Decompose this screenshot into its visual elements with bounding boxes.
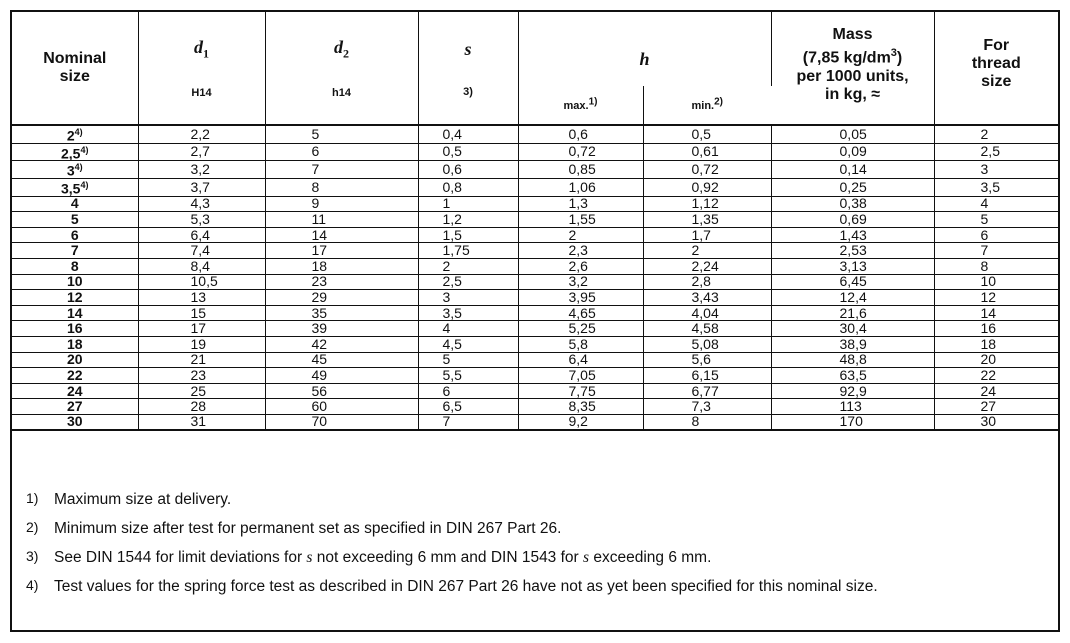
cell-thread: 3 bbox=[934, 161, 1058, 179]
cell-thread: 7 bbox=[934, 243, 1058, 259]
header-h-min-label bbox=[691, 96, 724, 112]
cell-thread: 18 bbox=[934, 336, 1058, 352]
cell-nominal-size bbox=[12, 212, 138, 228]
cell-hmin: 5,08 bbox=[643, 336, 771, 352]
table-row bbox=[12, 259, 1058, 275]
cell-s: 0,4 bbox=[418, 125, 518, 143]
table-row bbox=[12, 212, 1058, 228]
header-s bbox=[418, 12, 518, 125]
cell-mass: 48,8 bbox=[771, 352, 934, 368]
cell-thread: 14 bbox=[934, 305, 1058, 321]
cell-hmin: 8 bbox=[643, 414, 771, 430]
table-row bbox=[12, 336, 1058, 352]
cell-hmax: 1,06 bbox=[518, 178, 643, 196]
cell-thread: 10 bbox=[934, 274, 1058, 290]
header-mass-line4: in kg, ≈ bbox=[825, 85, 881, 103]
cell-thread: 20 bbox=[934, 352, 1058, 368]
cell-d1: 23 bbox=[138, 368, 265, 384]
footnote-item bbox=[26, 490, 1046, 509]
header-mass-line2 bbox=[772, 44, 934, 67]
nominal-size-value: 3 bbox=[66, 162, 75, 179]
document-frame bbox=[10, 10, 1060, 632]
table-body bbox=[12, 125, 1058, 430]
header-thread-line2: thread bbox=[971, 55, 1021, 72]
cell-thread: 22 bbox=[934, 368, 1058, 384]
cell-nominal-size bbox=[12, 161, 138, 179]
cell-mass: 30,4 bbox=[771, 321, 934, 337]
cell-hmin: 0,72 bbox=[643, 161, 771, 179]
header-h-min bbox=[643, 86, 771, 125]
cell-d1: 10,5 bbox=[138, 274, 265, 290]
cell-hmax: 6,4 bbox=[518, 352, 643, 368]
cell-thread: 6 bbox=[934, 227, 1058, 243]
header-d1-tolerance: H14 bbox=[191, 87, 212, 100]
cell-hmin: 2 bbox=[643, 243, 771, 259]
cell-d1: 2,2 bbox=[138, 125, 265, 143]
cell-hmin: 0,61 bbox=[643, 143, 771, 161]
table-row bbox=[12, 414, 1058, 430]
nominal-size-value: 10 bbox=[66, 273, 83, 290]
nominal-size-value: 30 bbox=[66, 413, 83, 430]
cell-s: 3 bbox=[418, 290, 518, 306]
cell-s: 0,5 bbox=[418, 143, 518, 161]
header-d1-sub: 1 bbox=[203, 46, 209, 61]
cell-d2: 8 bbox=[265, 178, 418, 196]
cell-hmin: 1,7 bbox=[643, 227, 771, 243]
cell-s: 6 bbox=[418, 383, 518, 399]
cell-nominal-size bbox=[12, 352, 138, 368]
cell-d2: 5 bbox=[265, 125, 418, 143]
table-row bbox=[12, 161, 1058, 179]
cell-mass: 2,53 bbox=[771, 243, 934, 259]
cell-d1: 6,4 bbox=[138, 227, 265, 243]
table-row bbox=[12, 178, 1058, 196]
nominal-size-footnote: 4) bbox=[74, 127, 83, 137]
cell-d1: 8,4 bbox=[138, 259, 265, 275]
header-mass-line3: per 1000 units, bbox=[796, 67, 909, 85]
cell-nominal-size bbox=[12, 274, 138, 290]
cell-hmax: 0,6 bbox=[518, 125, 643, 143]
cell-d2: 60 bbox=[265, 399, 418, 415]
cell-mass: 63,5 bbox=[771, 368, 934, 384]
footnote-text: Minimum size after test for permanent set as specified in DIN 267 Part 26. bbox=[54, 520, 562, 537]
cell-thread: 27 bbox=[934, 399, 1058, 415]
footnote-number: 2) bbox=[26, 519, 39, 535]
cell-hmax: 9,2 bbox=[518, 414, 643, 430]
cell-thread: 12 bbox=[934, 290, 1058, 306]
cell-s: 4 bbox=[418, 321, 518, 337]
header-mass-paren: ) bbox=[896, 49, 903, 67]
cell-nominal-size bbox=[12, 178, 138, 196]
cell-s: 1,5 bbox=[418, 227, 518, 243]
cell-hmin: 0,92 bbox=[643, 178, 771, 196]
cell-thread: 5 bbox=[934, 212, 1058, 228]
cell-hmax: 8,35 bbox=[518, 399, 643, 415]
cell-mass: 12,4 bbox=[771, 290, 934, 306]
cell-mass: 6,45 bbox=[771, 274, 934, 290]
cell-d1: 7,4 bbox=[138, 243, 265, 259]
cell-thread: 30 bbox=[934, 414, 1058, 430]
cell-nominal-size bbox=[12, 125, 138, 143]
cell-hmin: 2,24 bbox=[643, 259, 771, 275]
header-mass-exp: 3 bbox=[890, 47, 897, 60]
nominal-size-value: 20 bbox=[66, 351, 83, 368]
cell-s: 3,5 bbox=[418, 305, 518, 321]
footnote-text: not exceeding 6 mm and DIN 1543 for bbox=[312, 549, 584, 566]
table-row bbox=[12, 196, 1058, 212]
cell-d2: 42 bbox=[265, 336, 418, 352]
cell-mass: 3,13 bbox=[771, 259, 934, 275]
header-nominal-size bbox=[12, 12, 138, 125]
nominal-size-footnote: 4) bbox=[74, 162, 83, 173]
cell-mass: 1,43 bbox=[771, 227, 934, 243]
header-nominal-size-label: Nominal size bbox=[43, 50, 107, 85]
cell-hmax: 1,55 bbox=[518, 212, 643, 228]
header-d1-symbol bbox=[194, 36, 209, 61]
cell-s: 7 bbox=[418, 414, 518, 430]
cell-s: 1 bbox=[418, 196, 518, 212]
cell-d2: 35 bbox=[265, 305, 418, 321]
cell-hmin: 4,04 bbox=[643, 305, 771, 321]
dimensions-table bbox=[12, 12, 1058, 431]
cell-d1: 25 bbox=[138, 383, 265, 399]
cell-d2: 18 bbox=[265, 259, 418, 275]
cell-hmax: 3,2 bbox=[518, 274, 643, 290]
cell-hmax: 3,95 bbox=[518, 290, 643, 306]
nominal-size-value: 7 bbox=[70, 242, 79, 259]
cell-hmin: 1,12 bbox=[643, 196, 771, 212]
cell-d1: 3,2 bbox=[138, 161, 265, 179]
nominal-size-value: 22 bbox=[66, 366, 83, 383]
cell-d1: 31 bbox=[138, 414, 265, 430]
cell-mass: 170 bbox=[771, 414, 934, 430]
cell-mass: 0,14 bbox=[771, 161, 934, 179]
table-row bbox=[12, 321, 1058, 337]
table-row bbox=[12, 399, 1058, 415]
cell-hmin: 0,5 bbox=[643, 125, 771, 143]
table-row bbox=[12, 305, 1058, 321]
cell-hmin: 6,15 bbox=[643, 368, 771, 384]
footnote-text: exceeding 6 mm. bbox=[589, 549, 712, 566]
cell-mass: 21,6 bbox=[771, 305, 934, 321]
cell-nominal-size bbox=[12, 414, 138, 430]
header-s-symbol: s bbox=[464, 38, 472, 59]
cell-d2: 39 bbox=[265, 321, 418, 337]
cell-d1: 13 bbox=[138, 290, 265, 306]
cell-thread: 3,5 bbox=[934, 178, 1058, 196]
cell-d2: 7 bbox=[265, 161, 418, 179]
nominal-size-value: 2,5 bbox=[61, 145, 81, 162]
footnote-item bbox=[26, 519, 1046, 538]
cell-mass: 0,25 bbox=[771, 178, 934, 196]
header-mass-line1: Mass bbox=[832, 26, 873, 44]
footnote-number: 4) bbox=[26, 577, 39, 593]
cell-s: 6,5 bbox=[418, 399, 518, 415]
cell-s: 2 bbox=[418, 259, 518, 275]
cell-thread: 24 bbox=[934, 383, 1058, 399]
cell-hmax: 7,05 bbox=[518, 368, 643, 384]
table-row bbox=[12, 274, 1058, 290]
header-d2 bbox=[265, 12, 418, 125]
cell-nominal-size bbox=[12, 383, 138, 399]
cell-hmax: 1,3 bbox=[518, 196, 643, 212]
nominal-size-value: 2 bbox=[66, 127, 75, 144]
cell-hmin: 7,3 bbox=[643, 399, 771, 415]
cell-d2: 70 bbox=[265, 414, 418, 430]
table-row bbox=[12, 125, 1058, 143]
cell-hmin: 1,35 bbox=[643, 212, 771, 228]
header-thread-line1: For bbox=[983, 37, 1010, 54]
cell-hmax: 4,65 bbox=[518, 305, 643, 321]
footnote-text: Maximum size at delivery. bbox=[54, 491, 232, 508]
cell-d2: 11 bbox=[265, 212, 418, 228]
cell-hmax: 5,25 bbox=[518, 321, 643, 337]
cell-mass: 0,05 bbox=[771, 125, 934, 143]
footnote-text: See DIN 1544 for limit deviations for bbox=[54, 549, 307, 566]
cell-thread: 16 bbox=[934, 321, 1058, 337]
cell-mass: 0,69 bbox=[771, 212, 934, 228]
header-h bbox=[518, 12, 771, 86]
cell-hmax: 7,75 bbox=[518, 383, 643, 399]
cell-d1: 21 bbox=[138, 352, 265, 368]
cell-nominal-size bbox=[12, 196, 138, 212]
cell-mass: 92,9 bbox=[771, 383, 934, 399]
cell-d2: 9 bbox=[265, 196, 418, 212]
footnote-number: 1) bbox=[26, 490, 39, 506]
cell-s: 4,5 bbox=[418, 336, 518, 352]
cell-mass: 113 bbox=[771, 399, 934, 415]
footnote-text: s bbox=[306, 549, 313, 566]
footnote-text: s bbox=[583, 549, 590, 566]
header-h-max bbox=[518, 86, 643, 125]
cell-s: 0,6 bbox=[418, 161, 518, 179]
cell-hmin: 5,6 bbox=[643, 352, 771, 368]
cell-hmax: 5,8 bbox=[518, 336, 643, 352]
header-h-max-label bbox=[563, 96, 598, 112]
cell-hmin: 2,8 bbox=[643, 274, 771, 290]
cell-d2: 23 bbox=[265, 274, 418, 290]
cell-mass: 0,09 bbox=[771, 143, 934, 161]
nominal-size-value: 5 bbox=[70, 211, 79, 228]
cell-nominal-size bbox=[12, 259, 138, 275]
nominal-size-value: 8 bbox=[70, 257, 79, 274]
header-s-footnote: 3) bbox=[463, 85, 473, 98]
cell-hmax: 0,85 bbox=[518, 161, 643, 179]
header-h-min-text: min. bbox=[691, 100, 715, 112]
cell-hmax: 2 bbox=[518, 227, 643, 243]
nominal-size-value: 4 bbox=[70, 195, 79, 212]
cell-hmin: 3,43 bbox=[643, 290, 771, 306]
cell-hmax: 2,6 bbox=[518, 259, 643, 275]
cell-thread: 2 bbox=[934, 125, 1058, 143]
cell-s: 5,5 bbox=[418, 368, 518, 384]
nominal-size-value: 3,5 bbox=[61, 180, 81, 197]
cell-nominal-size bbox=[12, 368, 138, 384]
cell-nominal-size bbox=[12, 227, 138, 243]
cell-nominal-size bbox=[12, 143, 138, 161]
cell-hmin: 4,58 bbox=[643, 321, 771, 337]
table-row bbox=[12, 143, 1058, 161]
header-h-max-text: max. bbox=[563, 100, 589, 112]
nominal-size-value: 16 bbox=[66, 320, 83, 337]
header-mass bbox=[771, 12, 934, 125]
cell-d2: 14 bbox=[265, 227, 418, 243]
cell-s: 0,8 bbox=[418, 178, 518, 196]
cell-d2: 17 bbox=[265, 243, 418, 259]
nominal-size-footnote: 4) bbox=[80, 179, 89, 190]
cell-d2: 6 bbox=[265, 143, 418, 161]
nominal-size-value: 14 bbox=[66, 304, 83, 321]
cell-nominal-size bbox=[12, 290, 138, 306]
header-mass-density: (7,85 kg/dm bbox=[802, 49, 891, 67]
cell-thread: 8 bbox=[934, 259, 1058, 275]
cell-thread: 4 bbox=[934, 196, 1058, 212]
header-thread-line3: size bbox=[981, 73, 1012, 90]
nominal-size-value: 6 bbox=[70, 226, 79, 243]
footnote-item bbox=[26, 548, 1046, 567]
footnote-item bbox=[26, 577, 1046, 596]
header-d2-symbol bbox=[334, 36, 349, 61]
cell-hmin: 6,77 bbox=[643, 383, 771, 399]
cell-nominal-size bbox=[12, 399, 138, 415]
nominal-size-value: 24 bbox=[66, 382, 83, 399]
table-row bbox=[12, 368, 1058, 384]
nominal-size-value: 27 bbox=[66, 398, 83, 415]
cell-hmax: 0,72 bbox=[518, 143, 643, 161]
cell-d2: 49 bbox=[265, 368, 418, 384]
footnote-text: Test values for the spring force test as described in DIN 267 Part 26 have not as yet been specified for this nominal size. bbox=[54, 578, 878, 595]
cell-d1: 4,3 bbox=[138, 196, 265, 212]
cell-d1: 5,3 bbox=[138, 212, 265, 228]
footnotes bbox=[26, 490, 1046, 606]
cell-s: 1,75 bbox=[418, 243, 518, 259]
cell-d1: 17 bbox=[138, 321, 265, 337]
header-d2-sub: 2 bbox=[343, 46, 349, 61]
cell-s: 2,5 bbox=[418, 274, 518, 290]
cell-hmax: 2,3 bbox=[518, 243, 643, 259]
cell-mass: 0,38 bbox=[771, 196, 934, 212]
table-row bbox=[12, 243, 1058, 259]
cell-d1: 3,7 bbox=[138, 178, 265, 196]
cell-d2: 29 bbox=[265, 290, 418, 306]
nominal-size-footnote: 4) bbox=[80, 144, 89, 155]
table-row bbox=[12, 227, 1058, 243]
table-row bbox=[12, 352, 1058, 368]
cell-d1: 2,7 bbox=[138, 143, 265, 161]
cell-mass: 38,9 bbox=[771, 336, 934, 352]
cell-d1: 19 bbox=[138, 336, 265, 352]
cell-nominal-size bbox=[12, 243, 138, 259]
cell-d2: 45 bbox=[265, 352, 418, 368]
cell-s: 5 bbox=[418, 352, 518, 368]
header-h-min-footnote: 2) bbox=[714, 96, 724, 108]
header-h-max-footnote: 1) bbox=[588, 96, 598, 108]
cell-d2: 56 bbox=[265, 383, 418, 399]
table-row bbox=[12, 290, 1058, 306]
header-thread-size bbox=[934, 12, 1058, 125]
table-row bbox=[12, 383, 1058, 399]
nominal-size-value: 12 bbox=[66, 288, 83, 305]
header-d1 bbox=[138, 12, 265, 125]
cell-d1: 28 bbox=[138, 399, 265, 415]
nominal-size-value: 18 bbox=[66, 335, 83, 352]
cell-d1: 15 bbox=[138, 305, 265, 321]
header-d1-letter: d bbox=[194, 36, 203, 57]
cell-nominal-size bbox=[12, 305, 138, 321]
header-h-symbol: h bbox=[639, 48, 650, 69]
cell-nominal-size bbox=[12, 336, 138, 352]
header-d2-letter: d bbox=[334, 36, 343, 57]
cell-s: 1,2 bbox=[418, 212, 518, 228]
cell-thread: 2,5 bbox=[934, 143, 1058, 161]
header-d2-tolerance: h14 bbox=[332, 87, 351, 100]
cell-nominal-size bbox=[12, 321, 138, 337]
footnote-number: 3) bbox=[26, 548, 39, 564]
